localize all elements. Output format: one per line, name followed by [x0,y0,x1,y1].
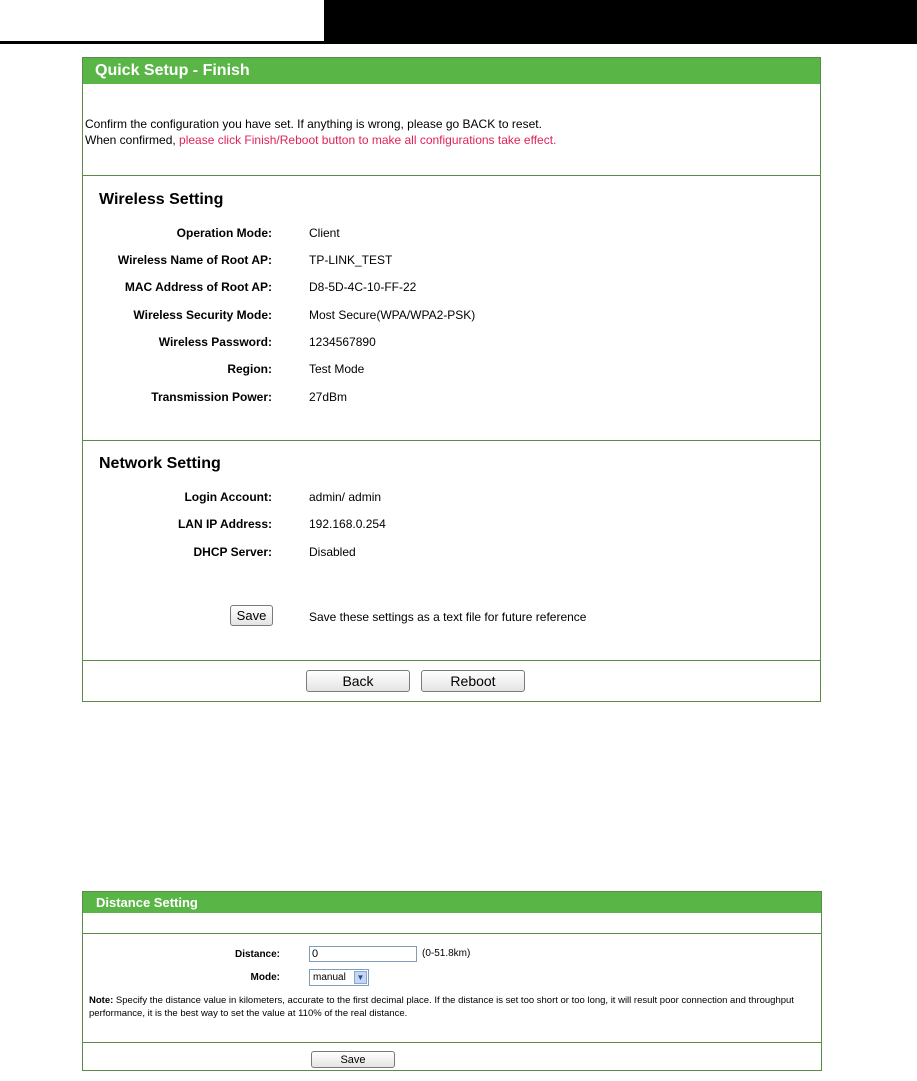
summary-row [83,333,820,351]
wireless-setting-heading: Wireless Setting [99,191,224,208]
intro-line-2 [85,132,556,148]
save-settings-note: Save these settings as a text file for future reference [309,610,587,624]
intro-line-1: Confirm the configuration you have set. If anything is wrong, please go BACK to reset. [85,117,542,131]
summary-label: Region: [227,362,272,376]
note-label: Note: [89,995,114,1006]
summary-label: Operation Mode: [176,226,272,240]
summary-row [83,306,820,324]
back-button[interactable]: Back [306,670,410,692]
panel-title: Quick Setup - Finish [83,58,820,84]
distance-label: Distance: [234,949,280,960]
summary-row [83,388,820,406]
summary-label: Wireless Name of Root AP: [117,253,272,267]
quick-setup-finish-panel [82,57,821,702]
summary-label: Wireless Security Mode: [133,308,272,322]
summary-value: 1234567890 [309,335,376,349]
summary-row [83,224,820,242]
summary-value: Client [309,226,340,240]
summary-value: Test Mode [309,362,365,376]
summary-label: Login Account: [184,490,272,504]
summary-value: 27dBm [309,390,348,404]
mode-select-value: manual [313,972,346,983]
distance-note [89,994,815,1020]
header-black-band [324,0,917,41]
divider [83,933,821,934]
save-settings-button[interactable]: Save [230,605,273,626]
intro-text [85,116,556,148]
summary-row [83,543,820,561]
intro-line-2-prefix: When confirmed, [85,133,180,147]
summary-label: Wireless Password: [158,335,272,349]
divider [83,660,820,661]
summary-row [83,488,820,506]
divider [83,440,820,441]
summary-value: admin/ admin [309,490,382,504]
page-header-bar [0,0,917,46]
network-setting-heading: Network Setting [99,455,221,472]
summary-row [83,251,820,269]
summary-value: Most Secure(WPA/WPA2-PSK) [309,308,476,322]
summary-label: MAC Address of Root AP: [124,280,272,294]
summary-row [83,360,820,378]
summary-value: 192.168.0.254 [309,517,386,531]
distance-range-hint: (0-51.8km) [422,948,471,959]
summary-label: LAN IP Address: [177,517,272,531]
mode-label: Mode: [250,972,280,983]
summary-value: D8-5D-4C-10-FF-22 [309,280,417,294]
summary-value: TP-LINK_TEST [309,253,393,267]
header-rule [0,41,917,44]
distance-setting-panel [82,891,822,1071]
summary-row [83,515,820,533]
summary-row [83,278,820,296]
distance-save-button[interactable]: Save [311,1051,395,1068]
divider [83,1042,821,1043]
note-text: Specify the distance value in kilometers, accurate to the first decimal place. If the distance is set too short or too long, it will result poor connection and throughput performance, it is the best way to set the value at 110% of the real distance. [89,995,794,1019]
mode-select[interactable] [309,969,369,986]
chevron-down-icon[interactable]: ▼ [354,971,367,984]
reboot-button[interactable]: Reboot [421,670,525,692]
summary-label: DHCP Server: [193,545,272,559]
intro-line-2-warning: please click Finish/Reboot button to make all configurations take effect. [179,133,557,147]
panel-title: Distance Setting [83,892,821,913]
divider [83,175,820,176]
summary-label: Transmission Power: [151,390,272,404]
summary-value: Disabled [309,545,356,559]
distance-input[interactable] [309,946,417,962]
